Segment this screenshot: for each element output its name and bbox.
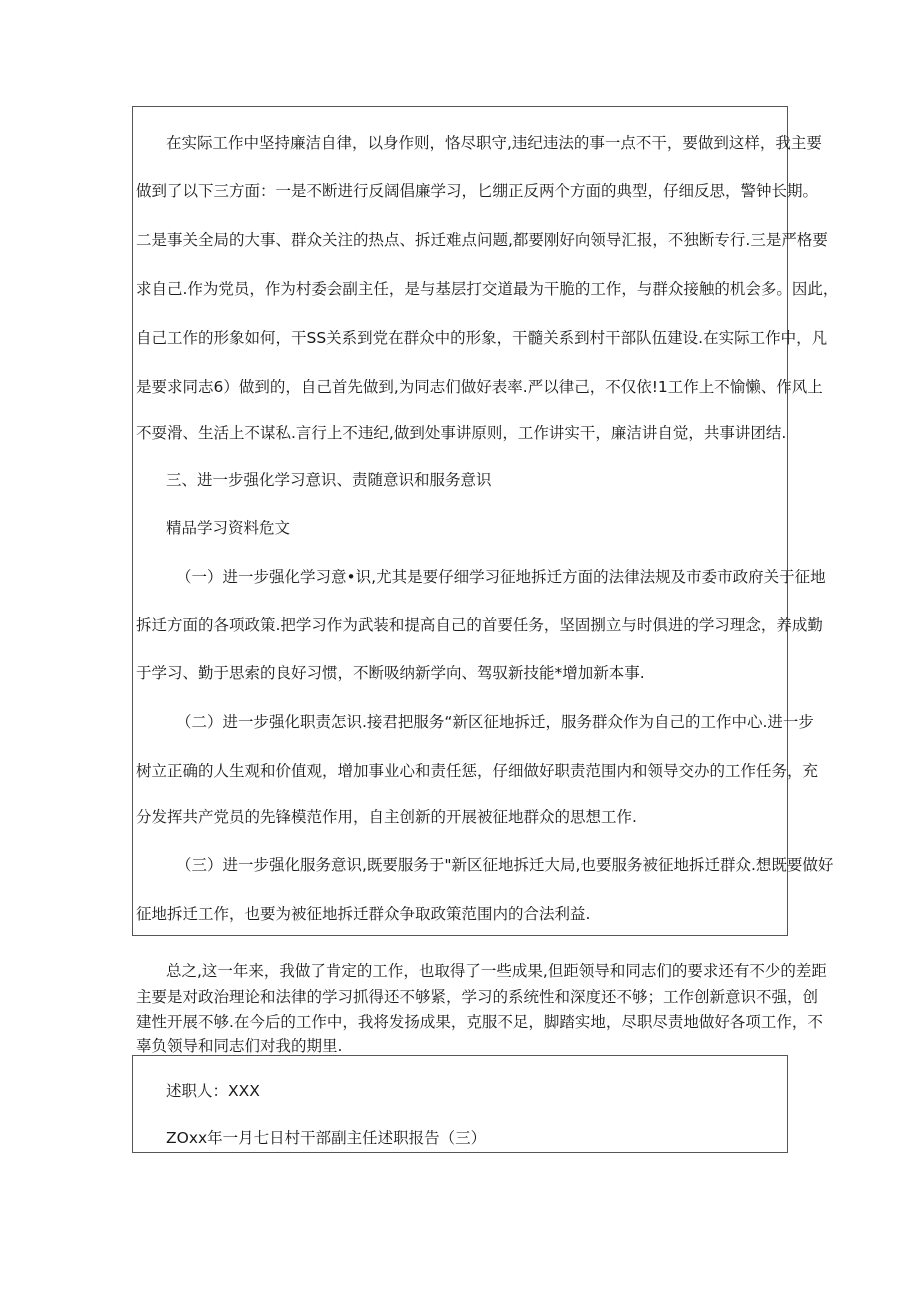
summary-text-line: 建性开展不够.在今后的工作中，我将发扬成果，克服不足，脚踏实地，尽职尽责地做好各项工作，不 [136,1013,823,1031]
body-text-line: 做到了以下三方面：一是不断进行反阔倡廉学习，匕绷正反两个方面的典型，仔细反思，警钟长期。 [136,182,819,200]
summary-text-line: 辜负领导和同志们对我的期里. [136,1037,343,1055]
watermark-note: 精品学习资料危文 [166,519,291,537]
body-text-line: 拆迁方面的各项政策.把学习作为武装和提高自己的首要任务，坚固捌立与时俱进的学习理念，养成勤 [136,616,823,634]
body-text-line: 树立正确的人生观和价值观，增加事业心和责任惩，仔细做好职责范围内和领导交办的工作任务，充 [136,762,819,780]
body-text-line: 不耍滑、生活上不谋私.言行上不违纪,做到处事讲原则，工作讲实干，廉洁讲自觉，共事讲团结. [136,424,787,442]
body-text-line: 于学习、勤于思索的良好习惯，不断吸纳新学向、驾驭新技能*增加新本事. [136,664,645,682]
summary-text-line: 主要是对政治理论和法律的学习抓得还不够紧，学习的系统性和深度还不够；工作创新意识不强，创 [136,988,819,1006]
body-text-line: 求自己.作为党员，作为村委会副主任，是与基层打交道最为干脆的工作，与群众接触的机会多。因此， [136,280,839,298]
report-title-line: ZOxx年一月七日村干部副主任述职报告（三） [166,1129,487,1147]
body-text-line: 在实际工作中坚持廉洁自律，以身作则，恪尽职守,违纪违法的事一点不干，要做到这样，我主要 [166,134,822,152]
reporter-line: 述职人：XXX [166,1082,260,1100]
section-heading: 三、进一步强化学习意识、责随意识和服务意识 [166,471,492,489]
body-text-line: （一）进一步强化学习意•识,尤其是要仔细学习征地拆迁方面的法律法规及市委市政府关于征地 [176,568,826,586]
body-text-line: （三）进一步强化服务意识,既要服务于"新区征地拆迁大局,也要服务被征地拆迁群众.想既要做好 [176,856,834,874]
body-text-line: 征地拆迁工作，也要为被征地拆迁群众争取政策范围内的合法利益. [136,905,591,923]
body-text-line: 自己工作的形象如何，干SS关系到党在群众中的形象，干髓关系到村干部队伍建设.在实际工作中，凡 [136,329,828,347]
body-text-line: 分发挥共产党员的先锋模范作用，自主创新的开展被征地群众的思想工作. [136,808,637,826]
body-text-line: （二）进一步强化职责怎识.接君把服务“新区征地拆迁，服务群众作为自己的工作中心.进一步 [176,713,814,731]
summary-text-line: 总之,这一年来，我做了肯定的工作，也取得了一些成果,但距领导和同志们的要求还有不少的差距 [166,962,827,980]
body-text-line: 是要求同志6）做到的，自己首先做到,为同志们做好表率.严以律己，不仅依!1工作上不愉懒、作风上 [136,378,823,396]
body-text-line: 二是事关全局的大事、群众关注的热点、拆迁难点问题,都要刚好向领导汇报，不独断专行.三是严格要 [136,231,828,249]
